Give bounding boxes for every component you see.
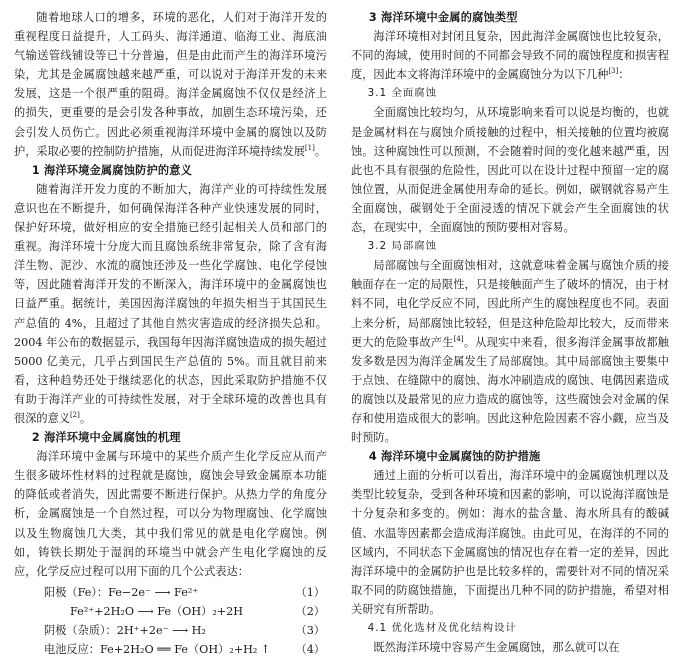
section-4-paragraph: 通过上面的分析可以看出，海洋环境中的金属腐蚀机理以及类型比较复杂，受到各种环境和因素的影响，可以说海洋腐蚀是十分复杂和多变的。例如：海水的盐含量、海水所具有的酸碱值、水温等因素都会造成海洋腐蚀。由此可见，在海洋的不同的区域内，不同状态下金属腐蚀的情况也存在着一定的差异，因此海洋环境中的金属防护也是比较多样的，需要针对不同的情况采取不同的防腐蚀措施，下面提出几种不同的防护措施，希望对相关研究有所帮助。 xyxy=(351,469,669,616)
right-column xyxy=(351,8,669,657)
citation-ref: [3] xyxy=(608,67,619,76)
section-3-2-text-b: 。从现实中来看，很多海洋金属事故都触发多数是因为海洋金属发生了局部腐蚀。其中局部腐蚀主要集中于点蚀、在缝隙中的腐蚀、海水冲刷造成的腐蚀、电偶因素造成的腐蚀以及最常见的应力造成的腐蚀等，这些腐蚀会对金属的保存和使用造成很大的影响。因此这种危险因素不容小觑，应当及时预防。 xyxy=(351,335,669,445)
section-4-1-heading: 4.1 优化选材及优化结构设计 xyxy=(367,622,517,634)
citation-ref: [1] xyxy=(304,143,315,152)
formula-expression: 阴极（杂质）：2H⁺+2e⁻ ⟶ H₂ xyxy=(44,624,206,637)
section-3-end: ： xyxy=(618,68,630,82)
formula-number: （1） xyxy=(295,585,325,599)
formula-expression: 电池反应：Fe+2H₂O ══ Fe（OH）₂+H₂ ↑ xyxy=(44,643,271,657)
intro-end: 。 xyxy=(314,144,327,158)
section-3-2-heading: 3.2 局部腐蚀 xyxy=(367,240,438,253)
section-3-1-paragraph: 全面腐蚀比较均匀，从环境影响来看可以说是均衡的，也就是金属材料在与腐蚀介质接触的过程中，相关接触的位置均被腐蚀。这种腐蚀性可以预测，不会随着时间的变化越来越严重，因此也不具有很强的危险性，因此可以在设计过程中预留一定的腐蚀位置，从而促进金属使用寿命的延长。例如，碳钢就容易产生全面腐蚀，碳钢处于全面浸透的情况下就会产生全面腐蚀的状态，在现实中，全面腐蚀的预防要相对容易。 xyxy=(351,106,669,235)
intro-text: 随着地球人口的增多，环境的恶化，人们对于海洋开发的重视程度日益提升，人工码头、海洋通道、临海工业、海底油气输送管线铺设等已十分普遍，但是由此而产生的海洋环境污染，尤其是金属腐蚀越来越严重，可以说对于海洋开发的未来发展，这是一个很严重的阻碍。海洋金属腐蚀不仅仅是经济上的损失，更重要的是会引发各种事故，加剧生态环境污染，还会引发人员伤亡。因此必须重视海洋环境中金属的腐蚀以及防护，采取必要的控制防护措施，从而促进海洋环境持续发展 xyxy=(14,11,327,158)
section-4-heading: 4 海洋环境中金属腐蚀的防护措施 xyxy=(368,450,541,464)
section-3-1-heading: 3.1 全面腐蚀 xyxy=(367,87,438,100)
section-3-2-text: 局部腐蚀与全面腐蚀相对，这就意味着金属与腐蚀介质的接触面存在一定的局限性，只是接触面产生了破坏的情况，由于材料不同，电化学反应不同，因此所产生的腐蚀程度也不同。表面上来分析，局部腐蚀比较轻，但是这种危险却比较大，反而带来更大的危险事故产生 xyxy=(351,259,669,349)
intro-paragraph xyxy=(14,8,327,161)
section-4-1-paragraph: 既然海洋环境中容易产生金属腐蚀，那么就可以在 xyxy=(373,641,620,655)
formula-expression: Fe²⁺+2H₂O ⟶ Fe（OH）₂+2H xyxy=(70,604,244,618)
formula-number: （2） xyxy=(295,604,325,618)
formula-3 xyxy=(14,621,327,640)
section-3-text: 海洋环境相对封闭且复杂，因此海洋金属腐蚀也比较复杂，不同的海域，使用时间的不同都会导致不同的腐蚀程度和损害程度，因此本文将海洋环境中的金属腐蚀分为以下几种 xyxy=(351,30,669,82)
section-2-paragraph: 海洋环境中金属与环境中的某些介质产生化学反应从而产生很多破坏性材料的过程就是腐蚀，腐蚀会导致金属原本功能的降低或者消失，因此需要不断进行保护。从热力学的角度分析，金属腐蚀是一个自然过程，可以分为物理腐蚀、化学腐蚀以及生物腐蚀几大类，其中我们常见的就是电化学腐蚀。例如，铸铁长期处于湿润的环境当中就会产生电化学腐蚀的反应，化学反应过程可以用下面的几个公式表达： xyxy=(14,450,327,578)
section-1-heading: 1 海洋环境金属腐蚀防护的意义 xyxy=(31,163,193,177)
formula-expression: 阳极（Fe）：Fe−2e⁻ ⟶ Fe²⁺ xyxy=(44,585,199,599)
section-1-end: 。 xyxy=(79,411,92,425)
left-column xyxy=(14,8,327,659)
section-3-paragraph xyxy=(351,27,669,84)
section-2-heading: 2 海洋环境中金属腐蚀的机理 xyxy=(31,431,181,445)
section-1-paragraph xyxy=(14,180,327,428)
citation-ref: [4] xyxy=(453,334,464,343)
formula-4 xyxy=(14,640,327,659)
section-3-2-paragraph xyxy=(351,256,669,447)
formula-number: （4） xyxy=(295,643,325,657)
citation-ref: [2] xyxy=(69,410,80,419)
formula-block xyxy=(14,583,327,659)
section-1-text: 随着海洋开发力度的不断加大，海洋产业的可持续性发展意识也在不断提升，如何确保海洋各种产业快速发展的同时，保护好环境，做好相应的安全措施已经引起相关人员和部门的重视。海洋环境十分庞大而且腐蚀系统非常复杂，除了含有海洋生物、泥沙、水流的腐蚀还涉及一些化学腐蚀、电化学侵蚀等，因此随着海洋开发的不断深入，海洋环境中的金属腐蚀也日益严重。据统计，美国因海洋腐蚀的年损失相当于其国民生产总值的 4%，且超过了其他自然灾害造成的经济损失总和。2004 年公布的数据显示，我国每年因海洋腐蚀造成的损失超过 5000 亿美元，几乎占到国民生产总值的 5%。而且就目前来看，这种趋势还处于继续恶化的状态，因此采取防护措施不仅有助于海洋产业的可持续性发展，对于全球环境的改善也具有很深的意义 xyxy=(14,182,327,425)
section-3-heading: 3 海洋环境中金属的腐蚀类型 xyxy=(368,11,518,24)
formula-2 xyxy=(14,602,327,621)
formula-1 xyxy=(14,583,327,602)
formula-number: （3） xyxy=(295,624,325,637)
